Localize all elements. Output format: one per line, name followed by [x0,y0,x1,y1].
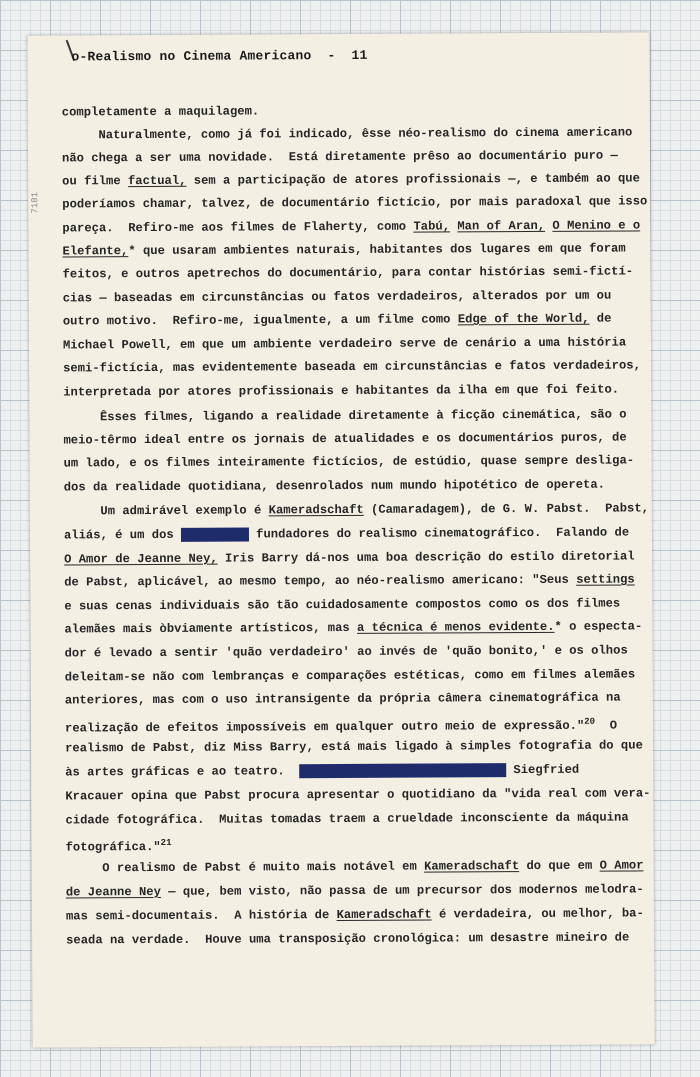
text-line [62,102,652,120]
footnote-ref: 20 [584,716,596,727]
text-line [64,572,654,590]
text-segment: às artes gráficas e ao teatro. [65,764,300,780]
text-line [66,882,656,900]
text-segment: do que em [519,858,600,874]
text-line [62,148,652,166]
text-line [65,738,655,756]
text-segment: * o especta- [554,619,643,634]
text-segment: cidade fotográfica. Muitas tomadas traem a crueldade inconsciente da máquina [65,810,629,828]
text-segment: mas semi-documentais. A história de [65,908,337,924]
text-segment: anteriores, mas com o uso intransigente da própria câmera cinematográfica na [64,690,621,708]
redacted-text: legítimos [181,527,248,542]
text-line [66,930,656,948]
margin-pencil-note: 7181 [30,191,41,214]
underlined-title: settings [576,572,635,587]
text-line [62,194,652,212]
text-line [65,667,655,685]
redacted-text: xxxxxxxxxxxxxxxxxxxxxxxxxxxx [300,763,506,779]
underlined-title: Elefante, [62,244,129,259]
underlined-title: O Amor de Jeanne Ney, [64,551,218,567]
page-header: o-Realismo no Cinema Americano - 11 [71,47,368,65]
text-segment: e suas cenas individuais são tão cuidadosamente compostos como os dos filmes [64,596,621,614]
underlined-title: Man of Aran, [457,218,546,234]
underlined-title: a técnica é menos evidente. [356,619,555,635]
text-segment: de Pabst, aplicável, ao mesmo tempo, ao néo-realismo americano: "Seus [64,572,577,590]
text-segment: O realismo de Pabst é muito mais notável em [65,859,425,876]
text-segment: semi-fictícia, mas evidentemente baseada em circunstâncias e fatos verdadeiros, [63,358,641,376]
underlined-title: de Jeanne Ney [65,884,161,900]
text-segment: sem a participação de atores profissionais —, e também ao que [186,171,640,188]
underlined-title: O Menino e o [552,218,641,233]
text-line [62,241,652,259]
text-line [63,358,653,376]
text-segment: (Camaradagem), de G. W. Pabst. Pabst, [363,501,649,517]
text-line [64,453,654,471]
text-segment: — que, bem visto, não passa de um precursor dos modernos melodra- [160,882,644,899]
underlined-title: factual, [127,173,187,189]
text-segment: um lado, e os filmes inteiramente fictícios, de estúdio, quase sempre desliga- [63,453,635,471]
text-line [63,288,653,306]
underlined-title: O Amor [599,858,644,873]
text-segment: pareça. Refiro-me aos filmes de Flaherty, como [62,219,414,236]
text-segment: Siegfried [506,762,580,778]
text-line [63,382,653,400]
text-line [66,858,656,876]
typewritten-page [27,32,654,1047]
text-segment: fundadores do realismo cinematográfico. Falando de [248,525,630,542]
text-segment: não chega a ser uma novidade. Está diretamente prêso ao documentário puro — [61,148,618,166]
text-segment: dos da realidade quotidiana, desenrolados num mundo hipotético de opereta. [63,477,605,495]
text-line [65,762,655,780]
text-segment: ou filme [62,174,128,189]
text-segment: fotográfica." [65,840,161,855]
text-segment: Michael Powell, em que um ambiente verdadeiro serve de cenário a uma história [62,335,627,353]
text-segment: Um admirável exemplo é [63,503,269,519]
text-segment: * que usaram ambientes naturais, habitantes dos lugares em que foram [128,241,626,259]
text-segment: deleitam-se não com lembranças e comparações estéticas, como em filmes alemães [64,667,636,685]
text-line [64,596,654,614]
text-line [64,619,654,637]
underlined-title: Kameradschaft [268,502,364,518]
text-segment: cias — baseadas em circunstâncias ou fatos verdadeiros, alterados por um ou [62,288,612,306]
text-line [65,810,655,828]
text-line [66,833,656,855]
text-line [62,125,652,143]
underlined-title: Edge of the World, [457,311,590,327]
text-segment: completamente a maquilagem. [61,104,260,120]
text-segment: dor é levado a sentir 'quão verdadeiro' ao invés de 'quão bonito,' e os olhos [64,643,628,661]
text-line [64,549,654,567]
footnote-ref: 21 [160,837,172,848]
text-line [65,786,655,804]
text-segment [450,219,457,233]
text-line [63,264,653,282]
text-segment: alemães mais òbviamente artísticos, mas [64,620,358,637]
text-segment: aliás, é um dos [63,527,182,543]
text-line [62,218,652,236]
text-line [66,906,656,924]
text-line [63,335,653,353]
text-line [64,501,654,519]
text-line [63,311,653,329]
text-line [62,171,652,189]
text-line [65,714,655,736]
text-line [64,525,654,543]
text-segment: Iris Barry dá-nos uma boa descrição do estilo diretorial [217,549,635,566]
text-segment: poderíamos chamar, talvez, de documentário fictício, por mais paradoxal que isso [62,194,648,212]
text-segment: O [595,718,618,733]
text-line [63,430,653,448]
text-segment: Kracauer opina que Pabst procura apresentar o quotidiano da "vida real com vera- [65,786,651,804]
underlined-title: Tabú, [413,219,451,234]
text-segment: feitos, e outros apetrechos do documentário, para contar histórias semi-fictí- [62,264,634,282]
text-segment: de [589,311,612,326]
text-segment: outro motivo. Refiro-me, igualmente, a um filme como [62,312,458,329]
text-segment: meio-têrmo ideal entre os jornais de atualidades e os documentários puros, de [63,430,627,448]
text-line [63,407,653,425]
text-segment: Naturalmente, como já foi indicado, êsse néo-realismo do cinema americano [61,125,633,143]
text-segment: realismo de Pabst, diz Miss Barry, está mais ligado à simples fotografia do que [65,738,643,756]
underlined-title: Kameradschaft [336,907,432,923]
text-line [65,643,655,661]
text-line [65,690,655,708]
text-line [64,477,654,495]
text-segment: Êsses filmes, ligando a realidade diretamente à ficção cinemática, são o [63,407,627,425]
text-segment: realização de efeitos impossíveis em qualquer outro meio de expressão." [64,718,585,736]
text-segment: é verdadeira, ou melhor, ba- [431,906,644,922]
text-segment: seada na verdade. Houve uma transposição cronológica: um desastre mineiro de [66,930,630,948]
underlined-title: Kameradschaft [424,859,520,874]
text-segment: interpretada por atores profissionais e habitantes da ilha em que foi feito. [63,382,620,400]
